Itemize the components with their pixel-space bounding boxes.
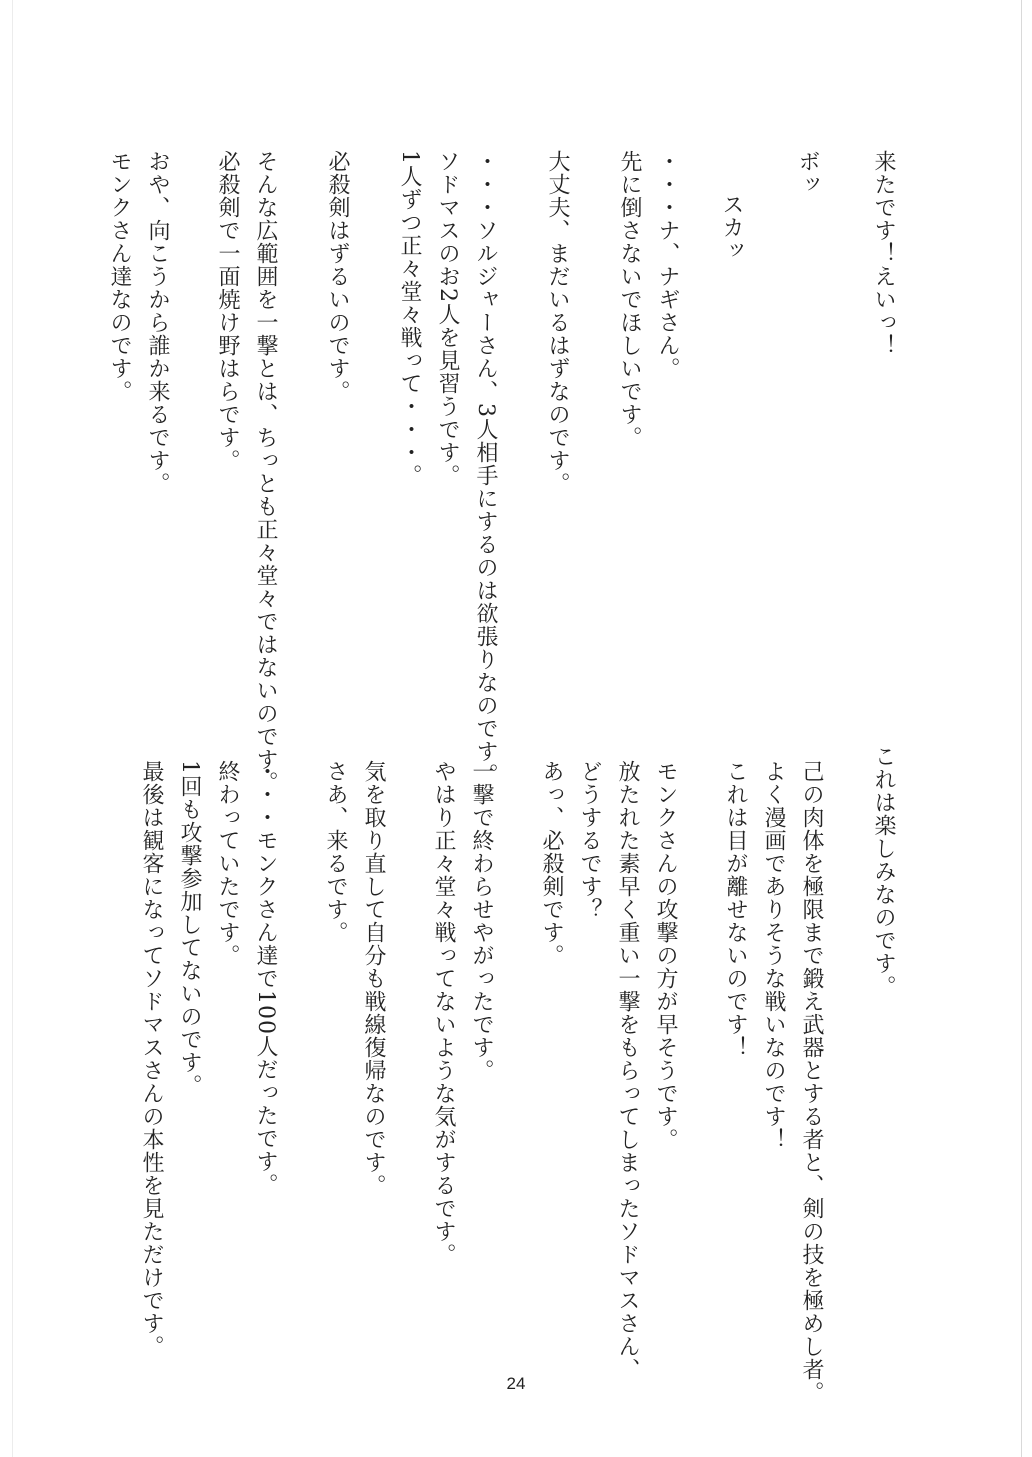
text-column: 先に倒さないでほしいです。 [617,150,642,449]
text-column: 1人ずつ正々堂々戦って・・・。 [397,150,422,487]
page-edge [1021,0,1022,1457]
text-column: 1回も攻撃参加してないのです。 [177,760,202,1097]
page-edge-left [12,0,13,1457]
text-column: これは目が離せないのです！ [723,760,748,1059]
text-column: 己の肉体を極限まで鍛え武器とする者と、剣の技を極めし者。 [799,760,824,1404]
text-column: おや、向こうから誰か来るです。 [145,150,170,495]
text-column: 最後は観客になってソドマスさんの本性を見ただけです。 [139,760,164,1358]
text-column: よく漫画でありそうな戦いなのです！ [761,760,786,1151]
text-column: あっ、必殺剣です。 [539,760,564,967]
text-column: ・・・ソルジャーさん、3人相手にするのは欲張りなのです。 [473,150,498,786]
text-column: 必殺剣はずるいのです。 [325,150,350,403]
text-column: モンクさん達なのです。 [107,150,132,403]
text-column: ソドマスのお2人を見習うです。 [435,150,460,487]
text-column: スカッ [719,170,744,262]
text-column: 来たです！えいっ！ [871,150,896,357]
text-column: やはり正々堂々戦ってないような気がするです。 [431,760,456,1266]
text-column: さあ、来るです。 [323,760,348,944]
text-column: モンクさんの攻撃の方が早そうです。 [653,760,678,1151]
text-column: 放たれた素早く重い一撃をもらってしまったソドマスさん、 [615,760,640,1381]
text-column: どうするです？ [577,760,602,921]
text-column: ボッ [795,150,820,196]
text-column: 終わっていたです。 [215,760,240,967]
text-column: 一撃で終わらせやがったです。 [469,760,494,1082]
text-column: 必殺剣で一面焼け野はらです。 [215,150,240,472]
text-column: ・・・モンクさん達で100人だったです。 [253,760,278,1196]
page-number: 24 [506,1374,526,1393]
text-column: そんな広範囲を一撃とは、ちっとも正々堂々ではないのです。 [253,150,278,794]
text-column: 気を取り直して自分も戦線復帰なのです。 [361,760,386,1197]
text-column: これは楽しみなのです。 [871,745,896,998]
text-column: ・・・ナ、ナギさん。 [655,150,680,380]
text-column: 大丈夫、まだいるはずなのです。 [545,150,570,495]
